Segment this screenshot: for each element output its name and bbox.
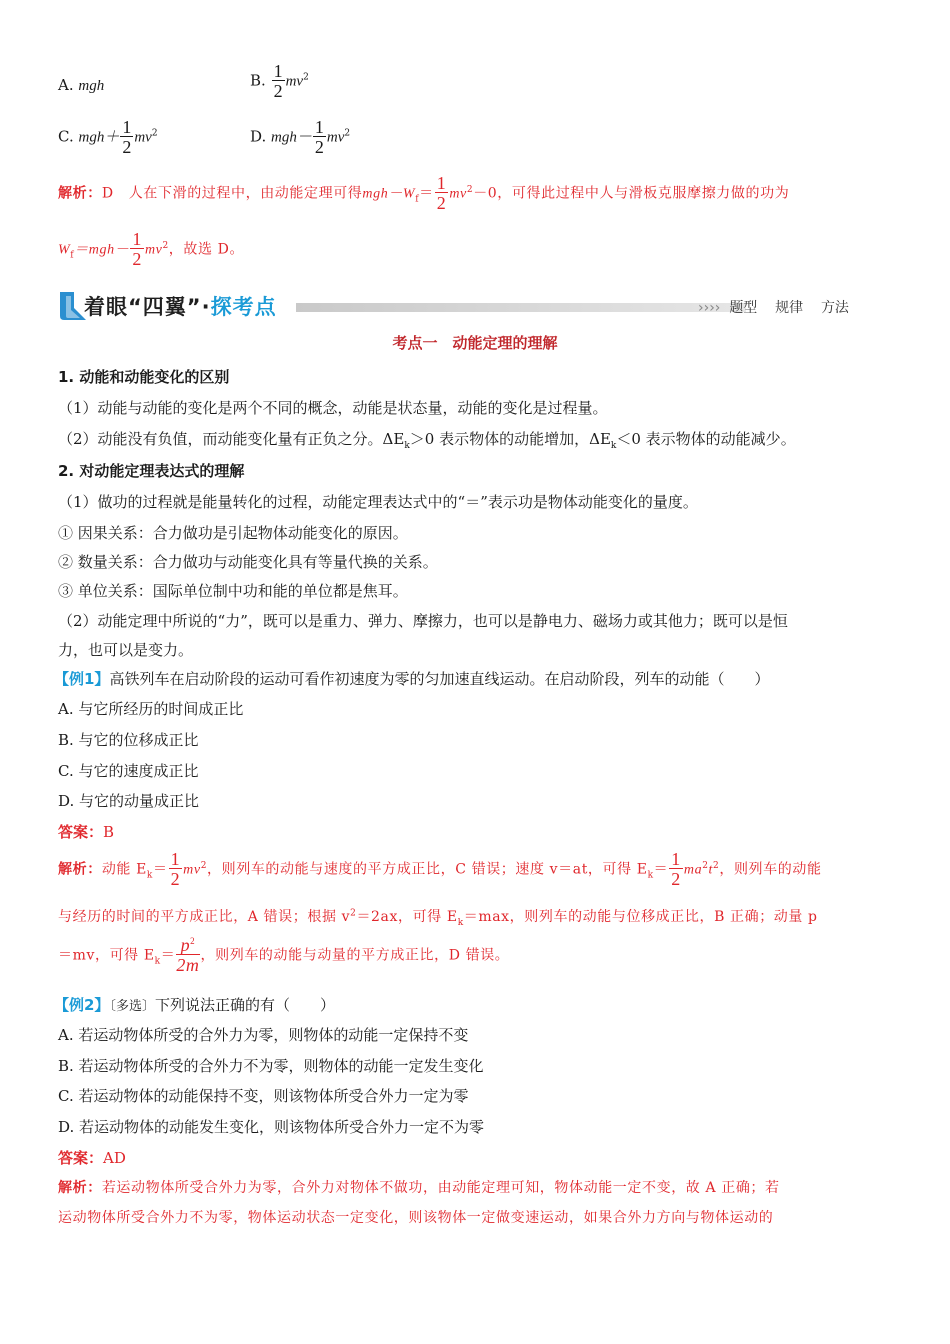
example-2-option: D. 若运动物体的动能发生变化，则该物体所受合外力一定不为零 bbox=[58, 1118, 485, 1136]
example-1-option: B. 与它的位移成正比 bbox=[58, 731, 199, 749]
exponent: 2 bbox=[713, 860, 720, 871]
fraction bbox=[435, 174, 449, 213]
banner-title: 着眼“四翼” bbox=[84, 295, 202, 319]
solution-text: ＝mv，可得 E bbox=[58, 947, 155, 964]
option-label: B. bbox=[250, 71, 271, 90]
banner-dot: · bbox=[201, 295, 211, 319]
option-label: A. bbox=[58, 76, 79, 94]
solution-text: －0，可得此过程中人与滑板克服摩擦力做的功为 bbox=[473, 185, 790, 202]
formula: mv bbox=[144, 242, 163, 258]
solution-text: ，则列车的动能与动量的平方成正比，D 错误。 bbox=[200, 947, 510, 964]
numerator: 1 bbox=[436, 173, 447, 193]
example-1-solution-line2 bbox=[58, 906, 818, 926]
paragraph: ③ 单位关系：国际单位制中功和能的单位都是焦耳。 bbox=[58, 582, 408, 600]
exponent: 2 bbox=[350, 908, 357, 919]
example-1-option: D. 与它的动量成正比 bbox=[58, 792, 200, 810]
denominator: 2 bbox=[314, 137, 324, 157]
denominator bbox=[176, 955, 199, 975]
section-banner bbox=[58, 290, 892, 324]
denominator: 2 bbox=[671, 869, 681, 889]
solution-top-line2 bbox=[58, 230, 244, 269]
formula: ＝ bbox=[419, 185, 434, 202]
option-b bbox=[250, 62, 309, 101]
fraction bbox=[313, 118, 326, 157]
banner-tag-rule: 规律 bbox=[775, 300, 804, 316]
formula: mv bbox=[183, 862, 201, 878]
numerator: 1 bbox=[314, 117, 324, 137]
heading-2: 2. 对动能定理表达式的理解 bbox=[58, 462, 245, 480]
numerator bbox=[176, 936, 199, 955]
example-1-option: A. 与它所经历的时间成正比 bbox=[58, 700, 244, 718]
question-text: 高铁列车在启动阶段的运动可看作初速度为零的匀加速直线运动。在启动阶段，列车的动能（ ） bbox=[109, 670, 770, 688]
formula: ma bbox=[683, 862, 703, 878]
numerator: 1 bbox=[170, 849, 181, 869]
fraction bbox=[272, 62, 285, 101]
paragraph: ② 数量关系：合力做功与动能变化具有等量代换的关系。 bbox=[58, 553, 438, 571]
exponent: 2 bbox=[466, 184, 474, 195]
denominator: 2 bbox=[170, 869, 181, 889]
exponent: 2 bbox=[200, 860, 208, 871]
formula: p bbox=[180, 935, 191, 955]
example-tag: 【例2】 bbox=[54, 996, 110, 1014]
solution-text: 动能 E bbox=[101, 861, 147, 878]
subscript: f bbox=[415, 194, 420, 205]
banner-tag-type: 题型 bbox=[729, 300, 758, 316]
subscript: k bbox=[154, 956, 161, 967]
option-c bbox=[58, 118, 158, 157]
solution-label: 解析： bbox=[58, 861, 102, 878]
example-2-option: C. 若运动物体的动能保持不变，则该物体所受合外力一定为零 bbox=[58, 1087, 469, 1105]
exponent: 2 bbox=[702, 860, 709, 871]
example-1-option: C. 与它的速度成正比 bbox=[58, 762, 199, 780]
solution-text: 与经历的时间的平方成正比，A 错误；根据 v bbox=[58, 909, 351, 925]
solution-text: 人在下滑的过程中，由动能定理可得 bbox=[128, 185, 363, 202]
denominator: 2 bbox=[132, 249, 142, 269]
banner-tag-method: 方法 bbox=[820, 300, 849, 316]
formula: mv bbox=[326, 129, 345, 146]
paragraph: ① 因果关系：合力做功是引起物体动能变化的原因。 bbox=[58, 524, 408, 542]
answer-letter: D bbox=[101, 185, 114, 202]
exponent: 2 bbox=[151, 128, 158, 139]
example-1-answer bbox=[58, 821, 114, 842]
numerator: 1 bbox=[122, 117, 132, 137]
solution-text: ＝ bbox=[653, 861, 669, 878]
paragraph: （1）做功的过程就是能量转化的过程，动能定理表达式中的“＝”表示功是物体动能变化的量度。 bbox=[58, 493, 698, 511]
solution-text: ，故选 D。 bbox=[168, 241, 245, 258]
solution-top-line1 bbox=[58, 174, 789, 213]
solution-label: 解析： bbox=[58, 185, 102, 202]
option-a bbox=[58, 76, 104, 95]
example-2-option: A. 若运动物体所受的合外力为零，则物体的动能一定保持不变 bbox=[58, 1026, 469, 1044]
exponent: 2 bbox=[162, 240, 169, 251]
example-2-solution-line1 bbox=[58, 1177, 780, 1197]
paragraph: （2）动能定理中所说的“力”，既可以是重力、弹力、摩擦力，也可以是静电力、磁场力或其他力；既可以是恒 bbox=[58, 612, 788, 630]
formula: W bbox=[58, 242, 71, 258]
paragraph-text: ＜0 表示物体的动能减少。 bbox=[616, 430, 796, 448]
example-tag: 【例1】 bbox=[54, 670, 110, 688]
solution-text: ＝ bbox=[152, 861, 168, 878]
answer-label: 答案： bbox=[58, 1149, 104, 1167]
answer-value: B bbox=[103, 823, 115, 841]
denominator: 2 bbox=[122, 137, 132, 157]
formula: mgh－W bbox=[362, 186, 416, 202]
subscript: k bbox=[146, 870, 153, 881]
paragraph-text: （2）动能没有负值，而动能变化量有正负之分。ΔE bbox=[58, 430, 405, 448]
fraction bbox=[176, 936, 199, 975]
subscript: k bbox=[610, 441, 617, 451]
banner-arrows: ›››› bbox=[698, 300, 721, 316]
denominator: 2 bbox=[273, 81, 283, 101]
heading-1: 1. 动能和动能变化的区别 bbox=[58, 368, 230, 386]
fraction bbox=[120, 118, 133, 157]
answer-value: AD bbox=[103, 1149, 126, 1167]
formula: mgh bbox=[78, 78, 105, 94]
numerator: 1 bbox=[273, 61, 283, 81]
banner-subtitle: 探考点 bbox=[210, 295, 277, 319]
formula: 2m bbox=[176, 955, 200, 975]
example-1-solution-line1 bbox=[58, 850, 822, 889]
example-1-question bbox=[54, 668, 769, 689]
answer-label: 答案： bbox=[58, 823, 104, 841]
solution-text: ＝max，则列车的动能与位移成正比，B 正确；动量 p bbox=[463, 909, 818, 925]
formula: mv bbox=[285, 73, 304, 90]
multi-select-tag: 〔多选〕 bbox=[109, 999, 155, 1014]
solution-label: 解析： bbox=[58, 1180, 102, 1196]
option-d bbox=[250, 118, 350, 157]
fraction bbox=[130, 230, 144, 269]
solution-text: ，则列车的动能 bbox=[719, 861, 822, 878]
subscript: f bbox=[70, 250, 75, 261]
numerator: 1 bbox=[132, 229, 142, 249]
question-text: 下列说法正确的有（ ） bbox=[154, 996, 335, 1014]
paragraph bbox=[58, 428, 796, 449]
topic-title: 考点一 动能定理的理解 bbox=[392, 334, 558, 352]
exponent: 2 bbox=[303, 72, 309, 83]
example-2-solution-line2: 运动物体所受合外力不为零，物体运动状态一定变化，则该物体一定做变速运动，如果合外力方向与物体运动的 bbox=[58, 1210, 774, 1226]
formula: t bbox=[708, 862, 714, 878]
paragraph: 力，也可以是变力。 bbox=[58, 641, 194, 659]
solution-text: ＝2ax，可得 E bbox=[356, 909, 458, 925]
banner-bar bbox=[296, 303, 746, 312]
option-label: C. bbox=[58, 127, 79, 146]
exponent: 2 bbox=[190, 936, 196, 946]
example-1-solution-line3 bbox=[58, 936, 509, 975]
solution-text: ＝ bbox=[160, 947, 176, 964]
formula: mv bbox=[134, 129, 152, 146]
fraction bbox=[669, 850, 683, 889]
exponent: 2 bbox=[344, 128, 351, 139]
example-2-answer bbox=[58, 1147, 126, 1168]
formula: mgh＋ bbox=[78, 129, 120, 146]
subscript: k bbox=[404, 441, 410, 451]
example-2-option: B. 若运动物体所受的合外力不为零，则物体的动能一定发生变化 bbox=[58, 1057, 484, 1075]
numerator: 1 bbox=[671, 849, 681, 869]
formula: mgh－ bbox=[271, 129, 312, 146]
paragraph: （1）动能与动能的变化是两个不同的概念，动能是状态量，动能的变化是过程量。 bbox=[58, 399, 608, 417]
solution-text: 若运动物体所受合外力为零，合外力对物体不做功，由动能定理可知，物体动能一定不变，故 A 正确；若 bbox=[101, 1180, 780, 1196]
solution-text: ，则列车的动能与速度的平方成正比，C 错误；速度 v＝at，可得 E bbox=[207, 861, 648, 878]
paragraph-text: ＞0 表示物体的动能增加，ΔE bbox=[409, 430, 611, 448]
subscript: k bbox=[647, 870, 654, 881]
formula: mv bbox=[449, 186, 467, 202]
subscript: k bbox=[457, 917, 464, 928]
option-label: D. bbox=[250, 127, 272, 146]
denominator: 2 bbox=[436, 193, 447, 213]
formula: ＝mgh－ bbox=[74, 242, 130, 258]
example-2-question bbox=[54, 994, 335, 1015]
fraction bbox=[169, 850, 183, 889]
